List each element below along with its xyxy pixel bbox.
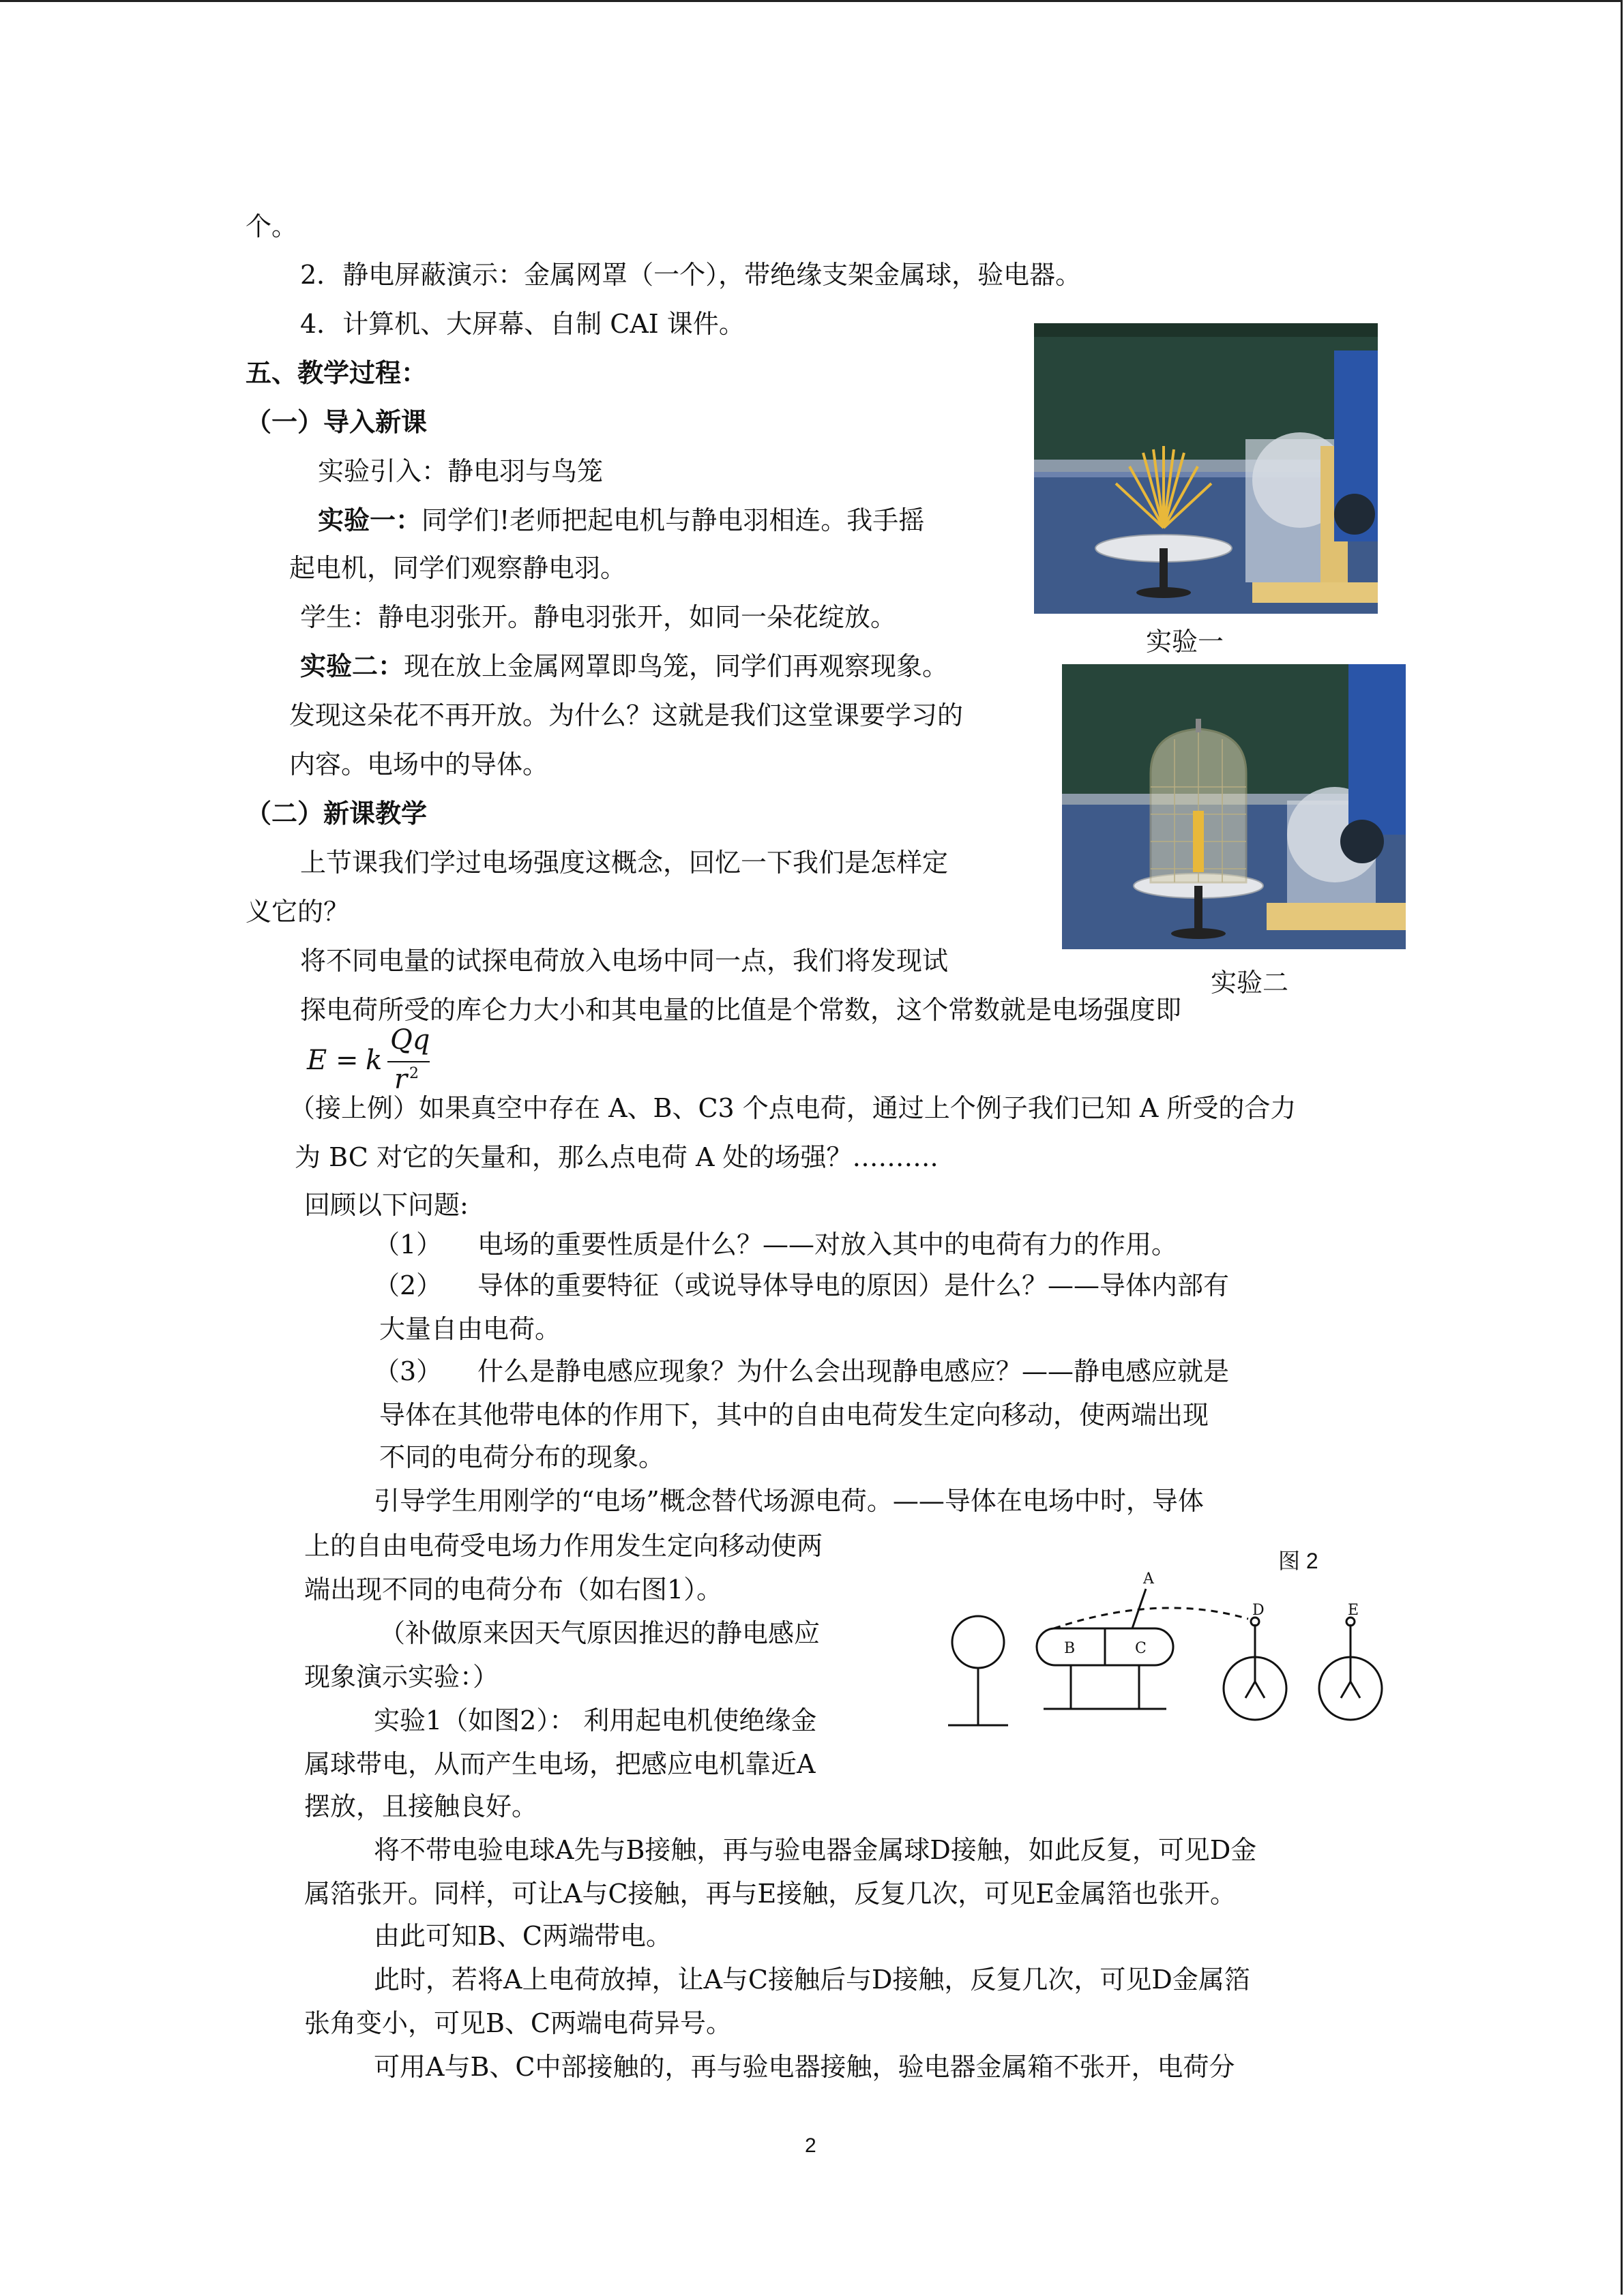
- label-b: B: [1064, 1640, 1076, 1657]
- text-line: 由此可知B、C两端带电。: [374, 1921, 673, 1951]
- text-line: 实验1（如图2）： 利用起电机使绝缘金: [374, 1705, 817, 1735]
- text-line: 将不带电验电球A先与B接触，再与验电器金属球D接触，如此反复，可见D金: [374, 1835, 1257, 1865]
- question-text: 大量自由电荷。: [379, 1314, 561, 1344]
- text-line: 个。: [246, 211, 298, 241]
- text-line: 引导学生用刚学的“电场”概念替代场源电荷。——导体在电场中时，导体: [374, 1486, 1204, 1516]
- question-text: 什么是静电感应现象？为什么会出现静电感应？——静电感应就是: [477, 1356, 1230, 1386]
- label-e: E: [1348, 1602, 1359, 1619]
- label-a: A: [1143, 1570, 1154, 1587]
- experiment-two-illustration: [1062, 664, 1406, 949]
- text-line: （补做原来因天气原因推迟的静电感应: [379, 1618, 821, 1648]
- text-line: 此时，若将A上电荷放掉，让A与C接触后与D接触，反复几次，可见D金属箔: [374, 1965, 1250, 1995]
- text-line: 实验二：现在放上金属网罩即鸟笼，同学们再观察现象。: [300, 651, 949, 681]
- question-text: 不同的电荷分布的现象。: [379, 1442, 665, 1472]
- text-line: 探电荷所受的库仑力大小和其电量的比值是个常数，这个常数就是电场强度即: [300, 995, 1182, 1025]
- text-line: 将不同电量的试探电荷放入电场中同一点，我们将发现试: [300, 946, 949, 976]
- page-number: 2: [805, 2134, 816, 2157]
- photo-caption: 实验一: [1146, 627, 1224, 657]
- text-line: 实验引入：静电羽与鸟笼: [318, 456, 604, 486]
- photo-caption: 实验二: [1211, 968, 1289, 998]
- section-heading: 五、教学过程：: [246, 357, 428, 388]
- question-number: （3）: [374, 1356, 443, 1386]
- label-c: C: [1135, 1640, 1147, 1657]
- question-text: 导体在其他带电体的作用下，其中的自由电荷发生定向移动，使两端出现: [379, 1400, 1209, 1430]
- text-line: 可用A与B、C中部接触的，再与验电器接触，验电器金属箱不张开，电荷分: [374, 2052, 1235, 2082]
- coulomb-formula: E = k Qq r 2: [307, 1024, 430, 1095]
- fraction-bar: [387, 1061, 430, 1062]
- text-line: （接上例）如果真空中存在 A、B、C3 个点电荷，通过上个例子我们已知 A 所受的合力: [289, 1093, 1297, 1123]
- text-line: 4．计算机、大屏幕、自制 CAI 课件。: [300, 309, 745, 339]
- text-line: 现象演示实验：）: [304, 1662, 499, 1692]
- text-line: 张角变小，可见B、C两端电荷异号。: [304, 2008, 733, 2038]
- experiment-two-photo: [1062, 664, 1406, 949]
- label-d: D: [1252, 1602, 1265, 1619]
- experiment-one-photo: [1034, 323, 1378, 614]
- text-line: 上的自由电荷受电场力作用发生定向移动使两: [304, 1531, 823, 1561]
- subsection-heading: （一）导入新课: [246, 406, 428, 437]
- text-line: 回顾以下问题:: [304, 1190, 469, 1220]
- text-line: 内容。电场中的导体。: [289, 749, 549, 779]
- charged-sphere: [952, 1616, 1004, 1668]
- text-line: 2．静电屏蔽演示：金属网罩（一个），带绝缘支架金属球，验电器。: [300, 260, 1082, 290]
- text-line: 属箔张开。同样，可让A与C接触，再与E接触，反复几次，可见E金属箔也张开。: [304, 1879, 1236, 1909]
- text-line: 摆放，且接触良好。: [304, 1791, 538, 1821]
- subsection-heading: （二）新课教学: [246, 798, 428, 829]
- text-line: 发现这朵花不再开放。为什么？这就是我们这堂课要学习的: [289, 700, 964, 730]
- question-text: 电场的重要性质是什么？——对放入其中的电荷有力的作用。: [477, 1229, 1178, 1259]
- text-line: 实验一：同学们!老师把起电机与静电羽相连。我手摇: [318, 505, 925, 535]
- figure-caption: 图 2: [1278, 1549, 1318, 1573]
- question-number: （2）: [374, 1270, 443, 1300]
- induction-diagram: [934, 1566, 1398, 1729]
- experiment-label: 实验二：: [300, 651, 404, 681]
- experiment-label: 实验一：: [318, 505, 422, 535]
- text-line: 属球带电，从而产生电场，把感应电机靠近A: [304, 1749, 816, 1779]
- question-number: （1）: [374, 1229, 443, 1259]
- text-line: 上节课我们学过电场强度这概念，回忆一下我们是怎样定: [300, 848, 949, 878]
- text-line: 端出现不同的电荷分布（如右图1）。: [304, 1575, 723, 1605]
- question-text: 导体的重要特征（或说导体导电的原因）是什么？——导体内部有: [477, 1270, 1230, 1300]
- text-line: 义它的？: [246, 897, 350, 927]
- text-line: 起电机，同学们观察静电羽。: [289, 553, 627, 583]
- experiment-one-illustration: [1034, 323, 1378, 614]
- text-line: 学生：静电羽张开。静电羽张开，如同一朵花绽放。: [300, 602, 897, 632]
- text-line: 为 BC 对它的矢量和，那么点电荷 A 处的场强？……….: [295, 1142, 939, 1172]
